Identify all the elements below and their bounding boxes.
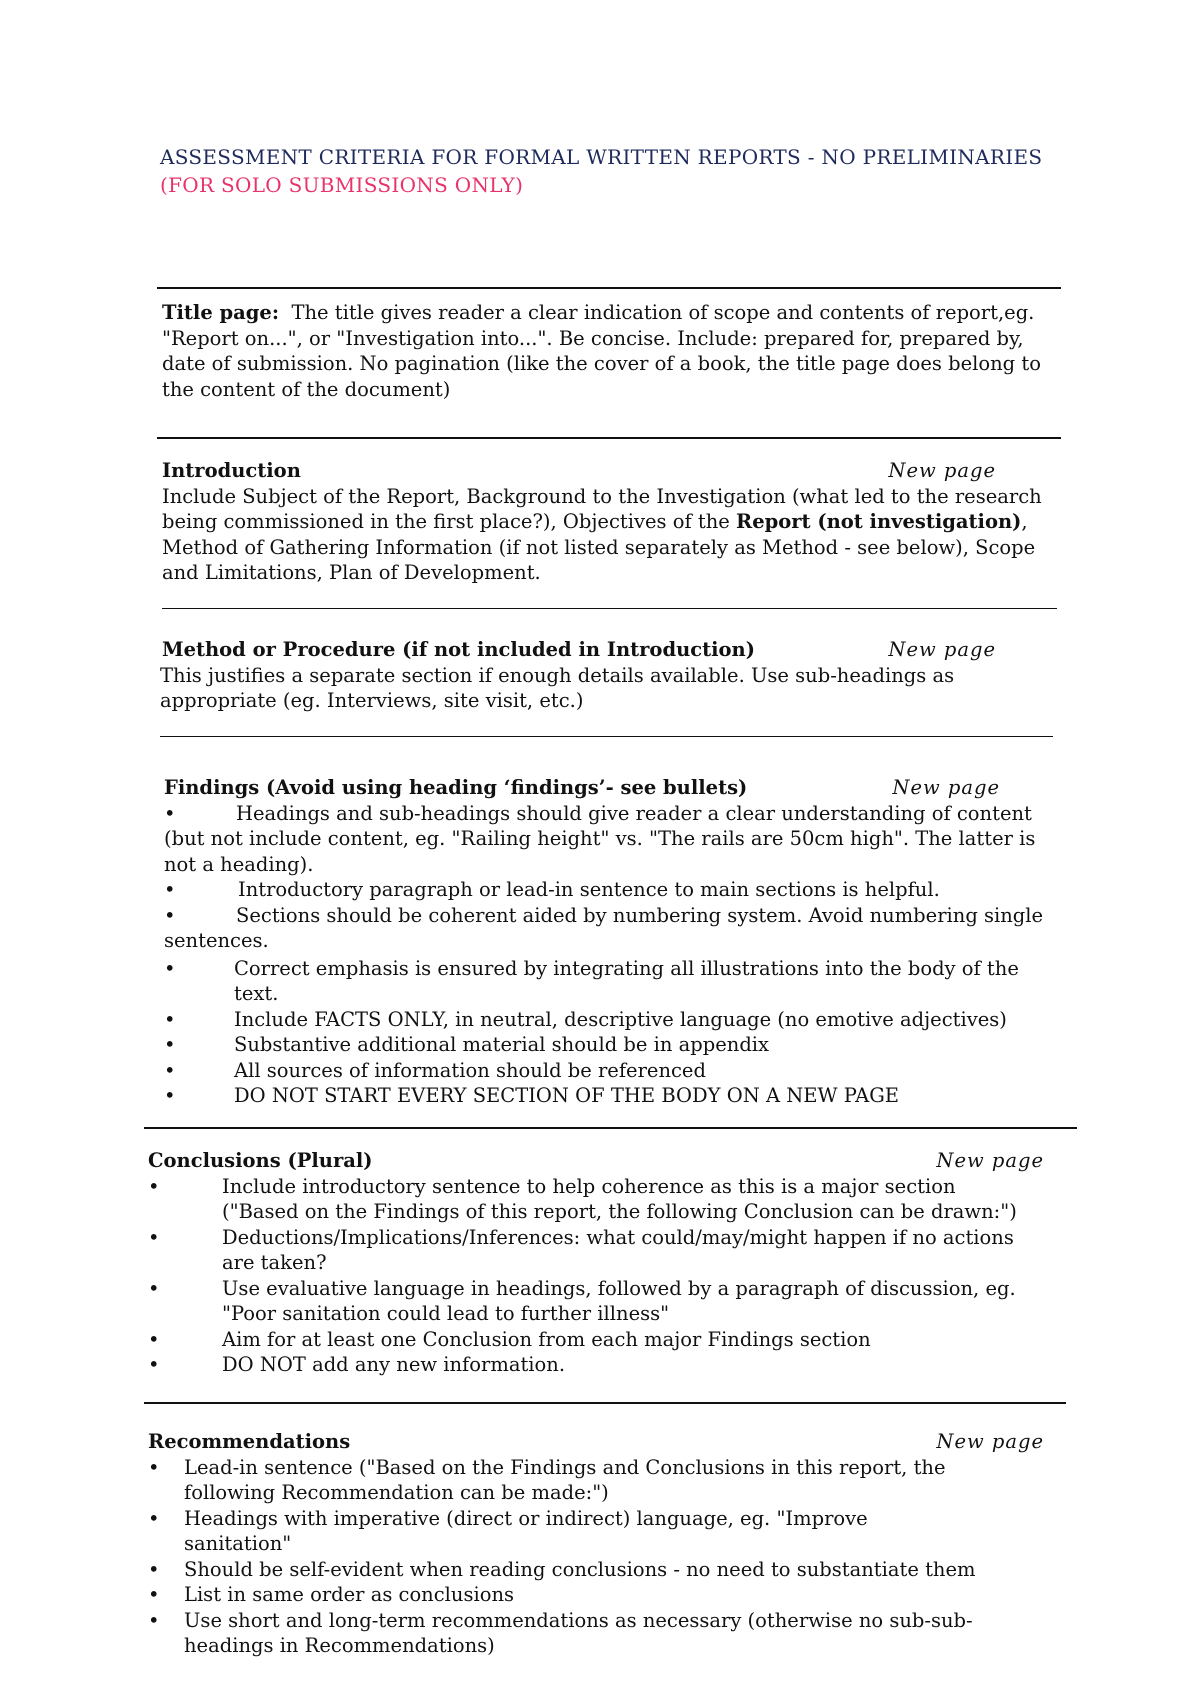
bullet-icon: • (164, 956, 176, 980)
list-item-text: Use evaluative language in headings, followed by a paragraph of discussion, eg. "Poor sanitation could lead to further illness" (222, 1276, 1016, 1325)
section-recommendations (148, 1429, 1048, 1659)
divider (144, 1127, 1077, 1129)
list-item-text: Include introductory sentence to help coherence as this is a major section ("Based on the Findings of this report, the following Conclusion can be drawn:") (222, 1174, 1017, 1223)
list-item (148, 1352, 1018, 1378)
bullet-icon: • (164, 878, 176, 901)
introduction-body (162, 484, 1042, 586)
bullet-icon: • (148, 1225, 160, 1249)
method-heading: Method or Procedure (if not included in Introduction) (162, 638, 755, 661)
section-conclusions (148, 1148, 1048, 1378)
section-method (162, 637, 1042, 714)
list-item (148, 1608, 978, 1659)
findings-list-b (164, 956, 1044, 1109)
recommendations-heading: Recommendations (148, 1430, 351, 1453)
list-item-text: Use short and long-term recommendations as necessary (otherwise no sub-sub-headings in Recommendations) (184, 1608, 973, 1657)
bullet-icon: • (148, 1455, 160, 1479)
list-item (148, 1225, 1018, 1276)
list-item (148, 1455, 978, 1506)
list-item (164, 956, 1044, 1007)
list-item-text: Deductions/Implications/Inferences: what could/may/might happen if no actions are taken? (222, 1225, 1014, 1274)
list-item-text: Correct emphasis is ensured by integrating all illustrations into the body of the text. (234, 956, 1019, 1005)
findings-new-page-tag: New page (892, 776, 1000, 799)
divider (157, 437, 1061, 439)
list-item (164, 877, 1044, 903)
divider (157, 287, 1061, 289)
section-title-page (162, 300, 1042, 402)
list-item-text: DO NOT START EVERY SECTION OF THE BODY ON A NEW PAGE (234, 1084, 900, 1107)
list-item (164, 1058, 1044, 1084)
list-item-text: Headings and sub-headings should give reader a clear understanding of content (but not include content, eg. "Railing height" vs. "The rails are 50cm high". The latter is not a heading). (164, 801, 1036, 876)
list-item (148, 1276, 1018, 1327)
divider (162, 608, 1057, 609)
bullet-icon: • (148, 1353, 160, 1376)
list-item (164, 801, 1044, 878)
introduction-heading: Introduction (162, 459, 301, 482)
title-note: (FOR SOLO SUBMISSIONS ONLY) (160, 173, 524, 197)
method-new-page-tag: New page (888, 638, 996, 661)
list-item (148, 1174, 1018, 1225)
list-item (164, 1032, 1044, 1058)
list-item-text: Sections should be coherent aided by numbering system. Avoid numbering single sentences. (164, 903, 1044, 952)
list-item (148, 1327, 1018, 1353)
bullet-icon: • (164, 1033, 176, 1056)
list-item-text: List in same order as conclusions (184, 1583, 515, 1606)
bullet-icon: • (148, 1506, 160, 1530)
recommendations-list (148, 1455, 978, 1659)
list-item (164, 903, 1044, 954)
list-item-text: DO NOT add any new information. (222, 1353, 566, 1376)
list-item-text: Aim for at least one Conclusion from each major Findings section (222, 1327, 871, 1351)
findings-heading: Findings (Avoid using heading ‘findings’- see bullets) (164, 776, 748, 799)
list-item (148, 1582, 978, 1608)
list-item-text: Introductory paragraph or lead-in sentence to main sections is helpful. (238, 878, 940, 901)
conclusions-new-page-tag: New page (936, 1149, 1044, 1172)
bullet-icon: • (148, 1276, 160, 1300)
title-page-paragraph (162, 300, 1042, 402)
list-item (148, 1557, 978, 1583)
introduction-new-page-tag: New page (888, 459, 996, 482)
title-page-heading: Title page: (162, 301, 280, 324)
findings-list-a (164, 801, 1044, 954)
bullet-icon: • (148, 1608, 160, 1632)
bullet-icon: • (164, 801, 176, 825)
document-title (160, 143, 1060, 199)
section-findings (164, 775, 1044, 1109)
bullet-icon: • (164, 1084, 176, 1107)
introduction-body-emphasis: Report (not investigation) (736, 510, 1022, 533)
title-page-body: The title gives reader a clear indication of scope and contents of report,eg. "Report on...", or "Investigation into...". Be concise. Include: prepared for, prepared by, date of submission. No pagination (like the cover of a book, the title page does belong to the content of the document) (162, 301, 1041, 401)
title-text: ASSESSMENT CRITERIA FOR FORMAL WRITTEN REPORTS - NO PRELIMINARIES (160, 145, 1043, 169)
list-item-text: Include FACTS ONLY, in neutral, descriptive language (no emotive adjectives) (234, 1007, 1007, 1031)
bullet-icon: • (148, 1557, 160, 1581)
bullet-icon: • (148, 1327, 160, 1351)
bullet-icon: • (164, 903, 176, 927)
recommendations-new-page-tag: New page (936, 1430, 1044, 1453)
list-item (164, 1007, 1044, 1033)
conclusions-heading: Conclusions (Plural) (148, 1149, 373, 1172)
list-item-text: All sources of information should be referenced (234, 1058, 706, 1082)
section-introduction (162, 458, 1042, 586)
bullet-icon: • (148, 1583, 160, 1606)
introduction-body-text: Include Subject of the Report, Background to the Investigation (what led to the research being commissioned in the first place?), Objectives of the (162, 484, 1042, 533)
bullet-icon: • (164, 1058, 176, 1082)
list-item (148, 1506, 978, 1557)
conclusions-list (148, 1174, 1018, 1378)
bullet-icon: • (164, 1007, 176, 1031)
divider (160, 736, 1053, 737)
bullet-icon: • (148, 1174, 160, 1198)
divider (144, 1402, 1066, 1404)
list-item-text: Lead-in sentence ("Based on the Findings and Conclusions in this report, the following Recommendation can be made:") (184, 1455, 946, 1504)
introduction-body-text-2: , Method of Gathering Information (if not listed separately as Method - see below), Scope and Limitations, Plan of Development. (162, 510, 1036, 584)
list-item-text: Should be self-evident when reading conclusions - no need to substantiate them (184, 1557, 976, 1581)
method-body: This justifies a separate section if enough details available. Use sub-headings as appropriate (eg. Interviews, site visit, etc.) (160, 663, 955, 712)
list-item (164, 1083, 1044, 1109)
list-item-text: Headings with imperative (direct or indirect) language, eg. "Improve sanitation" (184, 1506, 868, 1555)
list-item-text: Substantive additional material should be in appendix (234, 1033, 770, 1056)
